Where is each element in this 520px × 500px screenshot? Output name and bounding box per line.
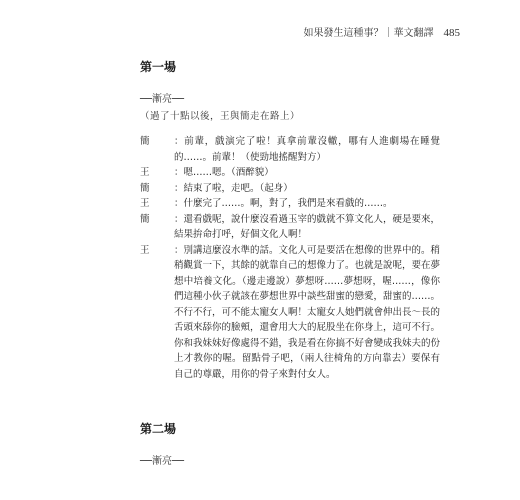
scene-title: 第一場 (140, 60, 177, 74)
speaker-name: 王 (140, 198, 150, 209)
speaker-name: 簡 (140, 182, 150, 194)
lighting-cue: ──漸亮── (140, 94, 185, 105)
speech-text: ：還看戲呢，說什麼沒看過玉宰的戲就不算文化人，硬是要來，結果拚命打呼，好個文化人啊！ (174, 213, 441, 240)
dialogue-line (140, 165, 440, 181)
dialogue-line (140, 243, 440, 383)
speaker-name: 王 (140, 167, 150, 178)
speaker-name: 簡 (140, 136, 150, 147)
speaker-name: 簡 (140, 213, 150, 225)
stage-direction: （過了十點以後，王與簡走在路上） (140, 111, 301, 122)
dialogue-line (140, 134, 440, 165)
scene-2 (140, 420, 440, 466)
dialogue-line (140, 181, 440, 197)
speech-text: ：別講這麼沒水準的話。文化人可是要活在想像的世界中的。稍稍觀賞一下，其餘的就靠自己的想像力了。也就是說呢，要在夢想中培養文化。（邊走邊說）夢想呀……夢想呀，喔……，像你們這種小伙子就該在夢想世界中談些甜蜜的戀愛，甜蜜的……。不行不行，可不能太寵女人啊！太寵女人她們就會伸出長～長的舌頭來舔你的臉頰，還會用大大的屁股坐在你身上，這可不行。你和我妹妹好像處得不錯，我是看在你搞不好會變成我妹夫的份上才教你的喔。留點骨子吧，（兩人往椅角的方向靠去）要保有自己的尊嚴，用你的骨子來對付女人。 (174, 244, 441, 380)
speech-text: ：嗯……嗯。（酒醉貌） (174, 167, 274, 178)
header-title: 如果發生這種事？｜華文翻譯 (303, 28, 434, 39)
dialogue-line (140, 212, 440, 243)
speech-text: ：前輩，戲演完了啦！真拿前輩沒轍，哪有人進劇場在睡覺的……。前輩！（使勁地搖醒對方） (174, 136, 440, 163)
running-header (304, 24, 461, 39)
scene-1 (140, 58, 440, 382)
dialogue (140, 134, 440, 382)
page-number: 485 (443, 27, 460, 39)
speech-text: ：什麼完了……。啊，對了，我們是來看戲的……。 (174, 198, 393, 209)
speech-text: ：結束了啦，走吧。（起身） (174, 182, 293, 194)
scene-title: 第二場 (140, 422, 177, 436)
speaker-name: 王 (140, 244, 150, 256)
dialogue-line (140, 196, 440, 212)
lighting-cue: ──漸亮── (140, 456, 185, 467)
